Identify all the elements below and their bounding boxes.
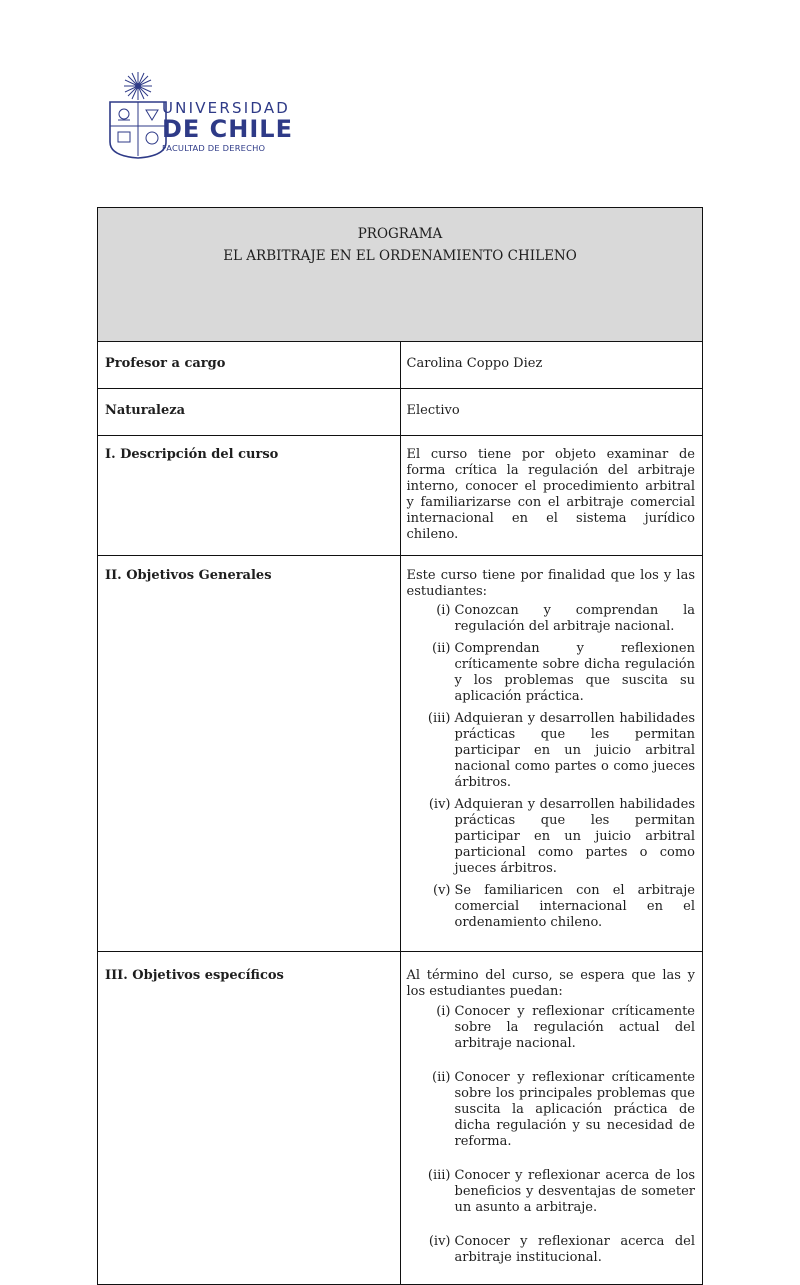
row-label: III. Objetivos específicos <box>98 952 401 1285</box>
list-item-text: Adquieran y desarrollen habilidades prácticas que les permitan participar en un juicio arbitral particional como partes o como jueces árbitros. <box>454 797 695 876</box>
section-intro: Al término del curso, se espera que las y los estudiantes puedan: <box>406 968 695 999</box>
list-item-text: Se familiaricen con el arbitraje comercial internacional en el ordenamiento chileno. <box>454 883 695 930</box>
list-item-text: Conocer y reflexionar críticamente sobre la regulación actual del arbitraje nacional. <box>454 1004 695 1051</box>
list-item <box>407 603 696 635</box>
list-item-number: (i) <box>436 1004 451 1019</box>
list-item-number: (v) <box>433 883 451 898</box>
logo-line-chile: DE CHILE <box>162 115 293 143</box>
list-item-number: (iv) <box>428 797 451 812</box>
row-label: II. Objetivos Generales <box>98 556 401 952</box>
program-header <box>98 208 703 342</box>
table-row-objetivos-especificos <box>98 952 703 1285</box>
list-item <box>407 711 696 791</box>
list-item-number: (iii) <box>427 1168 451 1183</box>
program-header-course: EL ARBITRAJE EN EL ORDENAMIENTO CHILENO <box>223 248 577 264</box>
table-row-objetivos-generales <box>98 556 703 952</box>
list-item <box>407 1004 696 1052</box>
university-crest-icon <box>108 70 168 160</box>
list-item-text: Conozcan y comprendan la regulación del arbitraje nacional. <box>454 603 695 634</box>
row-label: Profesor a cargo <box>98 342 401 389</box>
list-item-text: Conocer y reflexionar acerca de los beneficios y desventajas de someter un asunto a arbitraje. <box>454 1168 695 1215</box>
row-label: Naturaleza <box>98 389 401 436</box>
list-item-number: (i) <box>436 603 451 618</box>
objectives-list <box>407 1004 696 1266</box>
list-item <box>407 1234 696 1266</box>
row-value: Electivo <box>400 389 703 436</box>
list-item-number: (ii) <box>432 641 451 656</box>
row-label: I. Descripción del curso <box>98 436 401 556</box>
list-item-text: Adquieran y desarrollen habilidades prácticas que les permitan participar en un juicio arbitral nacional como partes o como jueces árbitros. <box>454 711 695 790</box>
row-value <box>400 952 703 1285</box>
program-table <box>97 207 703 1285</box>
row-value <box>400 556 703 952</box>
list-item-text: Comprendan y reflexionen críticamente sobre dicha regulación y los problemas que suscita su aplicación práctica. <box>454 641 695 704</box>
table-row-naturaleza <box>98 389 703 436</box>
list-item <box>407 797 696 877</box>
list-item <box>407 1168 696 1216</box>
objectives-list <box>407 603 696 931</box>
list-item-text: Conocer y reflexionar críticamente sobre los principales problemas que suscita la aplicación práctica de dicha regulación y su necesidad de reforma. <box>454 1070 695 1149</box>
logo-line-universidad: UNIVERSIDAD <box>162 99 291 117</box>
list-item-number: (iii) <box>427 711 451 726</box>
list-item-number: (iv) <box>428 1234 451 1249</box>
row-value: El curso tiene por objeto examinar de forma crítica la regulación del arbitraje interno, conocer el procedimiento arbitral y familiarizarse con el arbitraje comercial internacional en el sistema jurídico chileno. <box>400 436 703 556</box>
logo-line-facultad: FACULTAD DE DERECHO <box>162 143 266 153</box>
section-intro: Este curso tiene por finalidad que los y las estudiantes: <box>406 568 695 599</box>
table-row-descripcion <box>98 436 703 556</box>
list-item <box>407 883 696 931</box>
list-item <box>407 641 696 705</box>
program-header-title: PROGRAMA <box>357 226 443 242</box>
list-item <box>407 1070 696 1150</box>
row-value: Carolina Coppo Diez <box>400 342 703 389</box>
logo-wordmark <box>162 100 293 155</box>
table-row-profesor <box>98 342 703 389</box>
list-item-number: (ii) <box>432 1070 451 1085</box>
list-item-text: Conocer y reflexionar acerca del arbitraje institucional. <box>454 1234 695 1265</box>
